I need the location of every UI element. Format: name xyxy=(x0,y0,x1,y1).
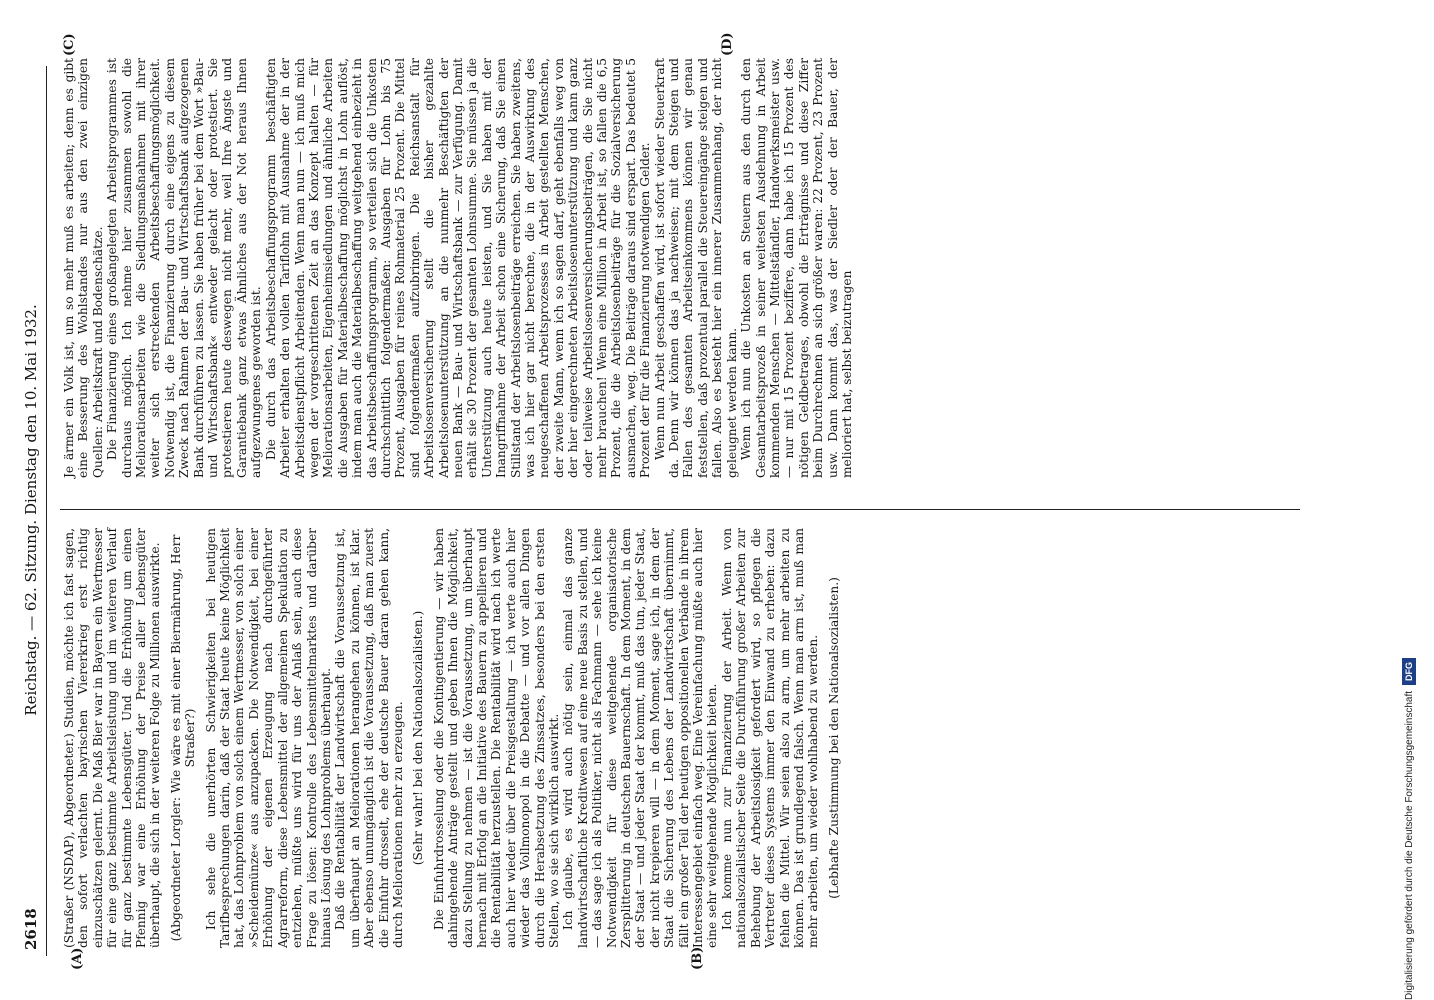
paragraph: Je ärmer ein Volk ist, um so mehr muß es arbeiten; denn es gibt eine Besserung des Wohlstandes nur aus den zwei einzigen Quellen: Arbeitskraft und Bodenschätze. xyxy=(62,58,105,478)
paragraph: Ich glaube, es wird auch nötig sein, einmal das ganze landwirtschaftliche Kreditwesen auf eine neue Basis zu stellen, und — das sage ich als Politiker, nicht als Fachmann — sehe ich keine Notwendigkeit für diese weitgehende organisatorische Zersplitterung in deutschen Bauernschaft. In dem Moment, in dem der Staat — und jeder Staat der kommt, muß das tun, jeder Staat, der nicht krepieren will — in dem Moment, sage ich, in dem der Staat die Sicherung des Lebens der Landwirtschaft übernimmt, fällt ein großer Teil der heutigen oppositionellen Verbände in ihrem Interessengebiet einfach weg. Eine Vereinfachung müßte auch hier eine sehr weitgehende Möglichkeit bieten. xyxy=(561,528,720,948)
page-header xyxy=(18,70,44,950)
paragraph: Die durch das Arbeitsbeschaffungsprogramm beschäftigten Arbeiter erhalten den vollen Tariflohn mit Ausnahme der in der Arbeitsdienstpflicht Arbeitenden. Wenn man nun — ich muß mich wegen der vorgeschrittenen Zeit an das Konzept halten — für Meliorationsarbeiten, Eigenheimsiedlungen und ähnliche Arbeiten die Ausgaben für Materialbeschaffung möglichst in Lohn auflöst, indem man auch die Materialbeschaffung weitgehend einbezieht in das Arbeitsbeschaffungsprogramm, so verteilen sich die Unkosten durchschnittlich folgendermaßen: Ausgaben für Lohn bis 75 Prozent, Ausgaben für reines Rohmaterial 25 Prozent. Die Mittel sind folgendermaßen aufzubringen. Die Reichsanstalt für Arbeitslosenversicherung stellt die bisher gezahlte Arbeitslosenunterstützung an die nunmehr Beschäftigten der neuen Bank — Bau- und Wirtschaftsbank — zur Verfügung. Damit erhält sie 30 Prozent der gesamten Lohnsumme. Sie müssen ja die Unterstützung auch heute leisten, und Sie haben mit der Inangriffnahme der Arbeit schon eine Sicherung, daß Sie einen Stillstand der Arbeitslosenbeiträge erreichen. Sie haben zweitens, was ich hier gar nicht berechne, die in der Auswirkung des neugeschaffenen Arbeitsprozesses in Arbeit gestellten Menschen, der zweite Mann, wenn ich so sagen darf, geht ebenfalls weg von der hier eingerechneten Arbeitslosenunterstützung und kann ganz oder teilweise Arbeitslosenversicherungsbeiträgen, die Sie nicht mehr brauchen! Wenn eine Million in Arbeit ist, so fallen die 6,5 Prozent, die die Arbeitslosenbeiträge für die Sozialversicherung ausmachen, weg. Die Beiträge daraus sind erspart. Das bedeutet 5 Prozent der für die Finanzierung notwendigen Gelder. xyxy=(263,58,653,478)
interjection: (Lebhafte Zustimmung bei den Nationalsozialisten.) xyxy=(826,577,841,899)
margin-marker-c: (C) xyxy=(62,33,77,56)
paragraph: Ich sehe die unerhörten Schwierigkeiten bei heutigen Tarifbesprechungen darin, daß der Staat heute keine Möglichkeit hat, das Lohnproblem von solch einem Wertmesser, von solch einer »Scheidemünze« aus anzupacken. Die Notwendigkeit, bei einer Erhöhung der eigenen Erzeugung nach durchgeführter Agrarreform, diese Lebensmittel der allgemeinen Spekulation zu entziehen, müßte uns wird für uns der Anlaß sein, auch diese Frage zu lösen: Kontrolle des Lebensmittelmarktes und darüber hinaus Lösung des Lohnproblems überhaupt. xyxy=(203,528,333,948)
paragraph: Die Finanzierung eines großangelegten Arbeitsprogrammes ist durchaus möglich. Ich nehme hier zusammen sowohl die Meliorationsarbeiten wie die Siedlungsmaßnahmen mit ihrer weiter sich erstreckenden Arbeitsbeschaffungsmöglichkeit. Notwendig ist, die Finanzierung durch eine eigens zu diesem Zweck nach Rahmen der Bau- und Wirtschaftsbank aufgezogenen Bank durchführen zu lassen. Sie haben früher bei dem Wort »Bau- und Wirtschaftsbank« entweder gelacht oder protestiert. Sie protestieren heute deswegen nicht mehr, weil Ihre Ängste und Garantiebank ganz etwas Ähnliches aus der Not heraus Ihnen aufgezwungenes geworden ist. xyxy=(105,58,264,478)
paragraph: Wenn ich nun die Unkosten an Steuern aus den durch den Gesamtarbeitsprozeß in seiner weitesten Ausdehnung in Arbeit kommenden Menschen — Mittelständler, Handwerksmeister usw. — nur mit 15 Prozent beziffere, dann habe ich 15 Prozent des nötigen Geldbetrages, obwohl die Erträgnisse und diese Ziffer beim Durchrechnen an sich größer waren: 22 Prozent, 23 Prozent usw. Dann kommt das, was der Siedler oder der Bauer, der melioriert hat, selbst beizutragen xyxy=(739,58,854,478)
header-rule xyxy=(46,66,47,956)
digitization-credit xyxy=(1399,580,1419,1000)
paragraph: Ich komme nun zur Finanzierung der Arbeit. Wenn von nationalsozialistischer Seite die Durchführung großer Arbeiten zur Behebung der Arbeitslosigkeit gefordert wird, so pflegen die Vertreter dieses Systems immer den Einwand zu erheben: dazu fehlen die Mittel. Wir seien also zu arm, um mehr arbeiten zu können. Das ist grundlegend falsch. Wenn man arm ist, muß man mehr arbeiten, um wieder wohlhabend zu werden. xyxy=(719,528,821,948)
left-column xyxy=(62,528,847,948)
margin-marker-b: (B) xyxy=(690,946,705,970)
margin-marker-a: (A) xyxy=(70,947,85,970)
paragraph: Die Einfuhrdrosselung oder die Kontingentierung — wir haben dahingehende Anträge gestellt und geben Ihnen die Möglichkeit, dazu Stellung zu nehmen — ist die Voraussetzung, um überhaupt hernach mit Erfolg an die Initiative des Bauern zu appellieren und die Rentabilität herzustellen. Die Rentabilität wird nach ich werte auch hier wieder über die Preisgestaltung — ich werte auch hier wieder das Vollmonopol in die Debatte — und vor allen Dingen durch die Herabsetzung des Zinssatzes, besonders bei den ersten Stellen, wo sie sich wirklich auswirkt. xyxy=(431,528,561,948)
running-title: Reichstag. — 62. Sitzung. Dienstag den 10. Mai 1932. xyxy=(22,304,40,716)
interjection: (Abgeordneter Lorgler: Wie wäre es mit einer Biermährung, Herr Straßer?) xyxy=(168,534,198,942)
page-number: 2618 xyxy=(22,908,40,950)
right-column xyxy=(62,58,854,478)
column-divider xyxy=(60,509,1300,510)
margin-marker-d: (D) xyxy=(720,32,735,56)
paragraph: Daß die Rentabilität der Landwirtschaft die Voraussetzung ist, um überhaupt an Meliorationen herangehen zu können, ist klar. Aber ebenso unumgänglich ist die Voraussetzung, daß man zuerst die Einfuhr drosselt, ehe der deutsche Bauer daran gehen kann, durch Meliorationen mehr zu erzeugen. xyxy=(333,528,405,948)
interjection: (Sehr wahr! bei den Nationalsozialisten.) xyxy=(411,610,426,866)
credit-text: Digitalisierung gefördert durch die Deutsche Forschungsgemeinschaft xyxy=(1403,690,1415,1000)
paragraph: Wenn nun Arbeit geschaffen wird, ist sofort wieder Steuerkraft da. Denn wir können das ja nachweisen; mit dem Steigen und Fallen des gesamten Arbeitseinkommens können wir genau feststellen, daß prozentual parallel die Steuereingänge steigen und fallen. Also es besteht hier ein innerer Zusammenhang, der nicht geleugnet werden kann. xyxy=(652,58,739,478)
paragraph: (Straßer (NSDAP), Abgeordneter.) Studien, möchte ich fast sagen, den sofort verlachten bayrischen Viererkrieg erst richtig einzuschätzen gelernt. Die Maß Bier war in Bayern ein Wertmesser für eine ganz bestimmte Arbeitsleistung und im weiteren Verlauf für ganz bestimmte Lebensgüter. Und die Erhöhung um einen Pfennig war eine Erhöhung der Preise aller Lebensgüter überhaupt, die sich in der weiteren Folge zu Millionen auswirkte. xyxy=(62,528,163,948)
dfg-logo: DFG xyxy=(1402,658,1416,685)
